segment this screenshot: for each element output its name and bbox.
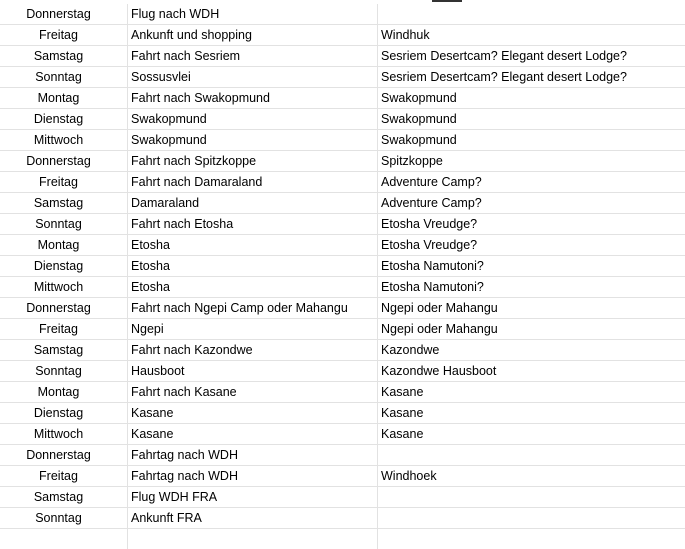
accommodation-cell[interactable]	[377, 508, 685, 529]
plan-cell[interactable]: Fahrt nach Spitzkoppe	[127, 151, 377, 172]
accommodation-cell[interactable]: Etosha Namutoni?	[377, 277, 685, 298]
plan-cell[interactable]: Kasane	[127, 424, 377, 445]
day-cell[interactable]: Dienstag	[0, 256, 127, 277]
day-cell[interactable]: Freitag	[0, 319, 127, 340]
empty-cell[interactable]	[377, 529, 685, 549]
plan-cell[interactable]: Fahrt nach Swakopmund	[127, 88, 377, 109]
plan-cell[interactable]: Fahrt nach Ngepi Camp oder Mahangu	[127, 298, 377, 319]
empty-cell[interactable]	[0, 529, 127, 549]
day-cell[interactable]: Montag	[0, 382, 127, 403]
plan-cell[interactable]: Kasane	[127, 403, 377, 424]
table-row	[0, 508, 685, 529]
table-row	[0, 109, 685, 130]
plan-cell[interactable]: Ankunft und shopping	[127, 25, 377, 46]
accommodation-cell[interactable]: Windhuk	[377, 25, 685, 46]
day-cell[interactable]: Mittwoch	[0, 277, 127, 298]
table-row	[0, 361, 685, 382]
table-row	[0, 277, 685, 298]
plan-cell[interactable]: Swakopmund	[127, 109, 377, 130]
table-row	[0, 340, 685, 361]
plan-cell[interactable]: Ankunft FRA	[127, 508, 377, 529]
day-cell[interactable]: Montag	[0, 235, 127, 256]
day-cell[interactable]: Sonntag	[0, 67, 127, 88]
accommodation-cell[interactable]: Etosha Vreudge?	[377, 235, 685, 256]
empty-row	[0, 529, 685, 549]
day-cell[interactable]: Samstag	[0, 340, 127, 361]
accommodation-cell[interactable]: Adventure Camp?	[377, 172, 685, 193]
table-row	[0, 487, 685, 508]
day-cell[interactable]: Sonntag	[0, 508, 127, 529]
table-row	[0, 466, 685, 487]
empty-cell[interactable]	[127, 529, 377, 549]
itinerary-table	[0, 4, 685, 529]
plan-cell[interactable]: Etosha	[127, 256, 377, 277]
plan-cell[interactable]: Fahrt nach Kasane	[127, 382, 377, 403]
table-row	[0, 424, 685, 445]
plan-cell[interactable]: Hausboot	[127, 361, 377, 382]
plan-cell[interactable]: Flug WDH FRA	[127, 487, 377, 508]
table-row	[0, 298, 685, 319]
accommodation-cell[interactable]: Kasane	[377, 403, 685, 424]
accommodation-cell[interactable]	[377, 445, 685, 466]
day-cell[interactable]: Dienstag	[0, 109, 127, 130]
table-row	[0, 172, 685, 193]
accommodation-cell[interactable]: Swakopmund	[377, 88, 685, 109]
day-cell[interactable]: Mittwoch	[0, 424, 127, 445]
accommodation-cell[interactable]	[377, 4, 685, 25]
table-row	[0, 382, 685, 403]
plan-cell[interactable]: Fahrt nach Kazondwe	[127, 340, 377, 361]
plan-cell[interactable]: Fahrt nach Damaraland	[127, 172, 377, 193]
table-row	[0, 214, 685, 235]
table-row	[0, 235, 685, 256]
accommodation-cell[interactable]: Kazondwe Hausboot	[377, 361, 685, 382]
accommodation-cell[interactable]: Ngepi oder Mahangu	[377, 319, 685, 340]
day-cell[interactable]: Donnerstag	[0, 4, 127, 25]
plan-cell[interactable]: Flug nach WDH	[127, 4, 377, 25]
accommodation-cell[interactable]: Etosha Vreudge?	[377, 214, 685, 235]
accommodation-cell[interactable]: Sesriem Desertcam? Elegant desert Lodge?	[377, 67, 685, 88]
accommodation-cell[interactable]: Swakopmund	[377, 109, 685, 130]
table-row	[0, 256, 685, 277]
accommodation-cell[interactable]	[377, 487, 685, 508]
day-cell[interactable]: Donnerstag	[0, 298, 127, 319]
accommodation-cell[interactable]: Etosha Namutoni?	[377, 256, 685, 277]
day-cell[interactable]: Samstag	[0, 193, 127, 214]
table-row	[0, 403, 685, 424]
table-row	[0, 151, 685, 172]
day-cell[interactable]: Freitag	[0, 466, 127, 487]
accommodation-cell[interactable]: Ngepi oder Mahangu	[377, 298, 685, 319]
table-row	[0, 25, 685, 46]
plan-cell[interactable]: Sossusvlei	[127, 67, 377, 88]
accommodation-cell[interactable]: Spitzkoppe	[377, 151, 685, 172]
accommodation-cell[interactable]: Kazondwe	[377, 340, 685, 361]
accommodation-cell[interactable]: Sesriem Desertcam? Elegant desert Lodge?	[377, 46, 685, 67]
day-cell[interactable]: Dienstag	[0, 403, 127, 424]
plan-cell[interactable]: Damaraland	[127, 193, 377, 214]
table-row	[0, 319, 685, 340]
accommodation-cell[interactable]: Adventure Camp?	[377, 193, 685, 214]
table-row	[0, 4, 685, 25]
accommodation-cell[interactable]: Swakopmund	[377, 130, 685, 151]
plan-cell[interactable]: Fahrt nach Etosha	[127, 214, 377, 235]
day-cell[interactable]: Montag	[0, 88, 127, 109]
plan-cell[interactable]: Swakopmund	[127, 130, 377, 151]
table-row	[0, 130, 685, 151]
day-cell[interactable]: Mittwoch	[0, 130, 127, 151]
plan-cell[interactable]: Fahrtag nach WDH	[127, 466, 377, 487]
plan-cell[interactable]: Fahrt nach Sesriem	[127, 46, 377, 67]
day-cell[interactable]: Freitag	[0, 172, 127, 193]
day-cell[interactable]: Donnerstag	[0, 151, 127, 172]
table-row	[0, 46, 685, 67]
clipped-text-fragment	[432, 0, 462, 2]
plan-cell[interactable]: Fahrtag nach WDH	[127, 445, 377, 466]
accommodation-cell[interactable]: Kasane	[377, 382, 685, 403]
table-row	[0, 445, 685, 466]
plan-cell[interactable]: Etosha	[127, 235, 377, 256]
day-cell[interactable]: Freitag	[0, 25, 127, 46]
accommodation-cell[interactable]: Windhoek	[377, 466, 685, 487]
table-row	[0, 193, 685, 214]
accommodation-cell[interactable]: Kasane	[377, 424, 685, 445]
plan-cell[interactable]: Ngepi	[127, 319, 377, 340]
day-cell[interactable]: Donnerstag	[0, 445, 127, 466]
day-cell[interactable]: Sonntag	[0, 361, 127, 382]
clipped-row-above	[0, 0, 685, 3]
day-cell[interactable]: Samstag	[0, 487, 127, 508]
table-row	[0, 67, 685, 88]
day-cell[interactable]: Sonntag	[0, 214, 127, 235]
day-cell[interactable]: Samstag	[0, 46, 127, 67]
plan-cell[interactable]: Etosha	[127, 277, 377, 298]
table-row	[0, 88, 685, 109]
